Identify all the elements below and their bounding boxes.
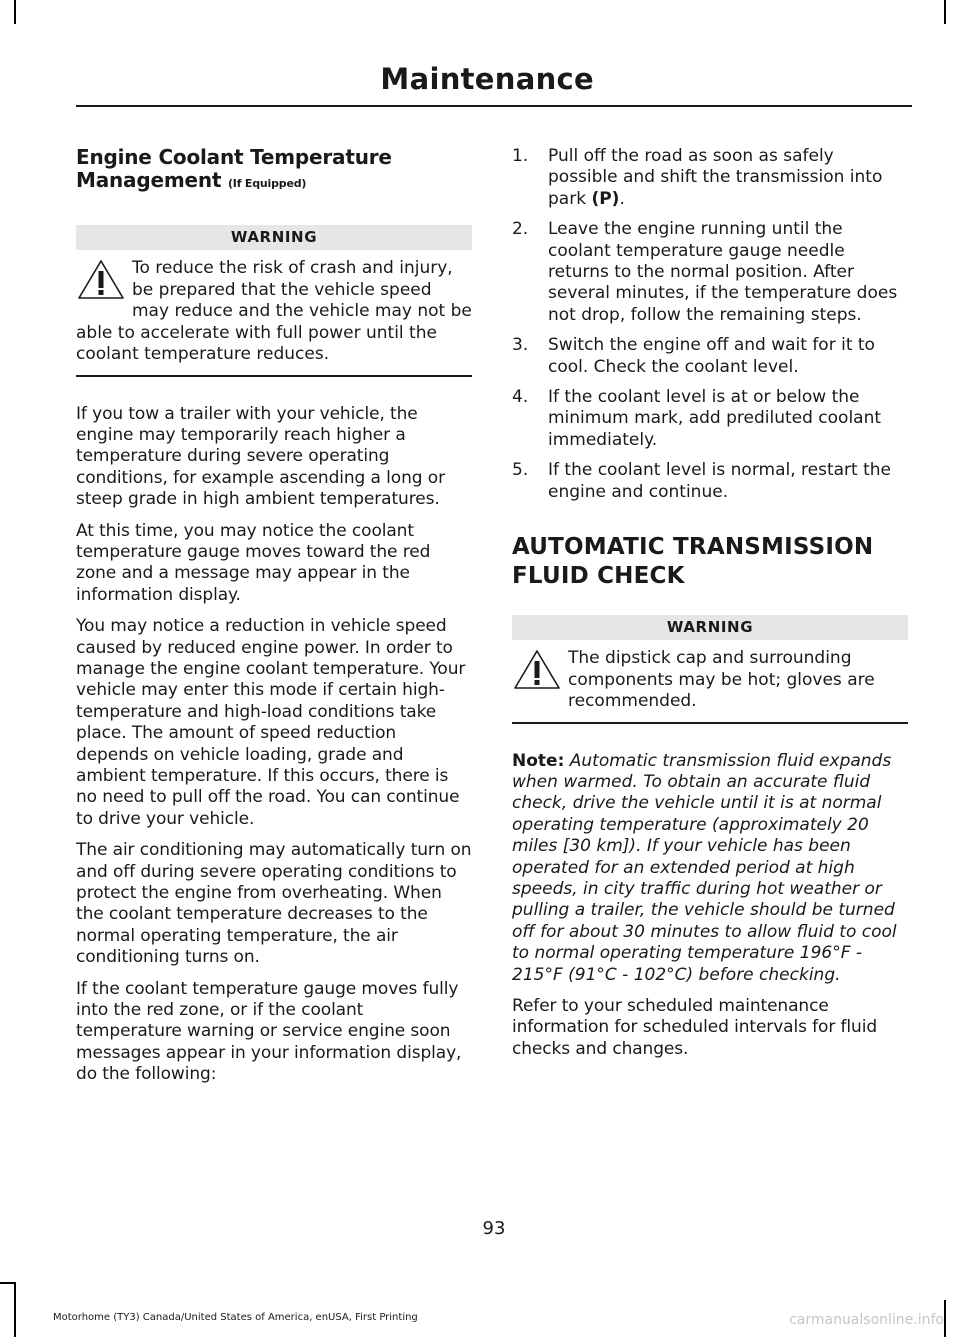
warning-box (512, 648, 908, 722)
paragraph-gauge: At this time, you may notice the coolant temperature gauge moves toward the red zone and a message may appear in the information display. (76, 520, 431, 605)
crop-mark-bottom-left-h (0, 1282, 16, 1284)
procedure-steps (512, 146, 908, 503)
list-item (512, 335, 908, 378)
step-text-after: . (619, 188, 625, 209)
step-number: 4. (512, 387, 529, 408)
step-text: Switch the engine off and wait for it to cool. Check the coolant level. (548, 335, 875, 377)
note-text: Automatic transmission fluid expands when warmed. To obtain an accurate fluid check, drive the vehicle until it is at normal operating temperature (approximately 20 miles [30 km]). If your vehicle has been operated for an extended period at high speeds, in city traffic during hot weather or pulling a trailer, the vehicle should be turned off for about 30 minutes to allow fluid to cool to normal operating temperature 196°F - 215°F (91°C - 102°C) before checking. (512, 750, 897, 985)
step-number: 2. (512, 219, 529, 240)
section-heading-coolant (76, 146, 472, 195)
step-number: 5. (512, 460, 529, 481)
note-paragraph (512, 751, 908, 986)
section-heading-transmission (512, 533, 908, 591)
warning-header: WARNING (512, 615, 908, 640)
warning-triangle-icon (512, 648, 562, 692)
list-item (512, 460, 908, 503)
step-text: Pull off the road as soon as safely possible and shift the transmission into park (548, 146, 883, 209)
header-divider (76, 105, 912, 107)
paragraph-red-zone: If the coolant temperature gauge moves fully into the red zone, or if the coolant temperature warning or service engine soon messages appear in your information display, do the following: (76, 978, 462, 1085)
note-label: Note: (512, 750, 565, 771)
list-item (512, 219, 908, 326)
paragraph-speed-reduction: You may notice a reduction in vehicle speed caused by reduced engine power. In order to manage the engine coolant temperature. Your vehicle may enter this mode if certain high-temperature and high-load conditions take place. The amount of speed reduction depends on vehicle loading, grade and ambient temperature. If this occurs, there is no need to pull off the road. You can continue to drive your vehicle. (76, 616, 466, 829)
watermark: carmanualsonline.info (789, 1312, 944, 1328)
crop-mark-top-left (14, 0, 16, 24)
right-column (512, 146, 908, 1070)
left-column (76, 146, 472, 1096)
warning-box (76, 258, 472, 375)
crop-mark-bottom-right (944, 1300, 946, 1337)
step-number: 1. (512, 146, 529, 166)
page-number: 93 (482, 1218, 506, 1239)
crop-mark-bottom-left (14, 1282, 16, 1337)
warning-triangle-icon (76, 258, 126, 302)
paragraph-towing: If you tow a trailer with your vehicle, the engine may temporarily reach higher a temperature during severe operating conditions, for example ascending a long or steep grade in high ambient temperatures. (76, 403, 445, 510)
warning-text: To reduce the risk of crash and injury, be prepared that the vehicle speed may reduce and the vehicle may not be able to accelerate with full power until the coolant temperature reduces. (76, 258, 472, 364)
section-heading-line-1: AUTOMATIC TRANSMISSION (512, 534, 874, 561)
section-heading-line-2: FLUID CHECK (512, 563, 685, 590)
warning-divider (76, 375, 472, 377)
warning-header: WARNING (76, 225, 472, 250)
footer-text: Motorhome (TY3) Canada/United States of America, enUSA, First Printing (53, 1312, 418, 1323)
step-text: Leave the engine running until the coolant temperature gauge needle returns to the normal position. After several minutes, if the temperature does not drop, follow the remaining steps. (548, 219, 898, 325)
step-number: 3. (512, 335, 529, 356)
warning-divider (512, 722, 908, 724)
step-bold-text: (P) (591, 188, 620, 209)
step-text: If the coolant level is at or below the minimum mark, add prediluted coolant immediately. (548, 387, 882, 450)
paragraph-air-conditioning: The air conditioning may automatically turn on and off during severe operating conditions to protect the engine from overheating. When the coolant temperature decreases to the normal operating temperature, the air conditioning turns on. (76, 840, 472, 968)
list-item (512, 146, 908, 210)
paragraph-scheduled-maintenance: Refer to your scheduled maintenance information for scheduled intervals for fluid checks and changes. (512, 996, 878, 1059)
warning-text: The dipstick cap and surrounding components may be hot; gloves are recommended. (568, 648, 875, 712)
step-text: If the coolant level is normal, restart the engine and continue. (548, 460, 891, 502)
section-heading-text: Engine Coolant Temperature Management (76, 145, 392, 192)
crop-mark-top-right (944, 0, 946, 24)
page-header-title: Maintenance (380, 62, 594, 96)
list-item (512, 387, 908, 451)
section-heading-qualifier: (If Equipped) (227, 177, 307, 190)
